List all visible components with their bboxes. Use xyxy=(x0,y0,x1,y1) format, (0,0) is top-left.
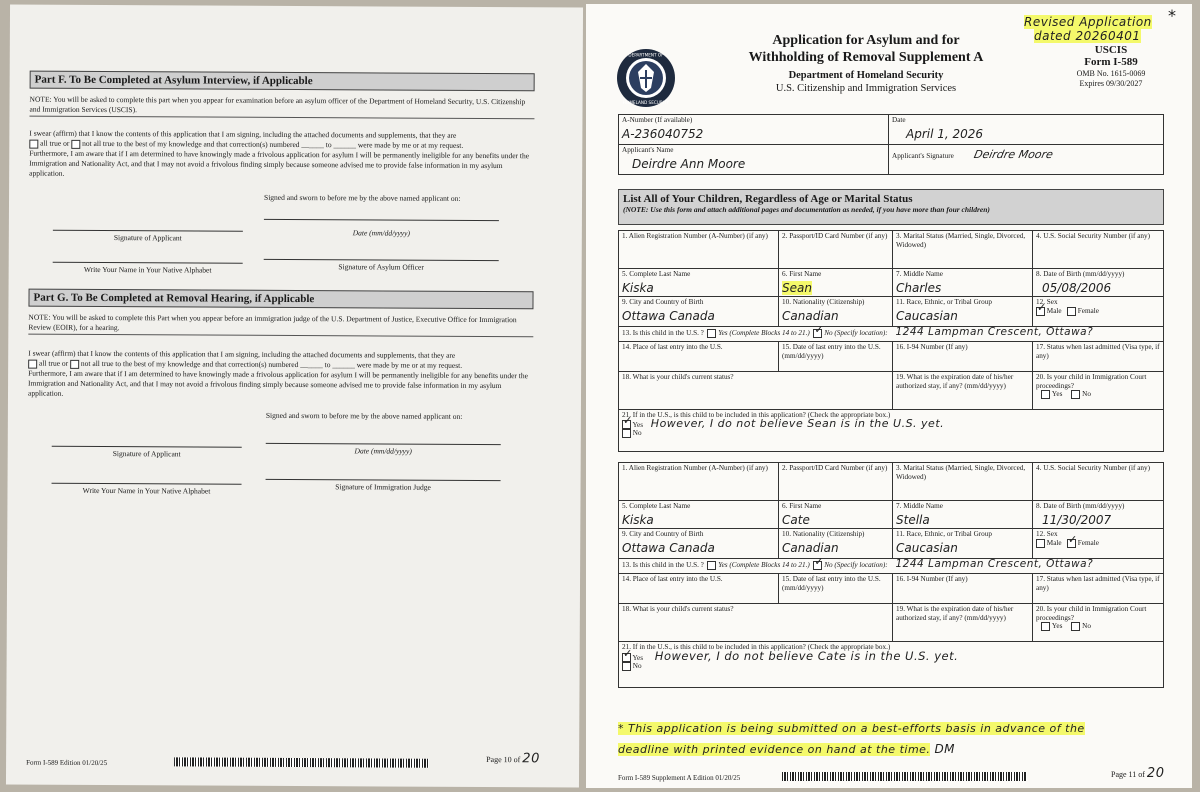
child-a-number-field[interactable]: 1. Alien Registration Number (A-Number) (if any) xyxy=(619,463,779,501)
applicant-signature-field[interactable]: Applicant's Signature Deirdre Moore xyxy=(889,145,1164,175)
child-birthplace-field[interactable]: 9. City and Country of Birth Ottawa Canada xyxy=(619,297,779,327)
sex-male-checkbox[interactable] xyxy=(1036,307,1045,316)
child-current-status-field[interactable]: 18. What is your child's current status? xyxy=(619,372,893,410)
footer-form-edition: Form I-589 Edition 01/20/25 xyxy=(26,758,108,768)
in-us-no-checkbox[interactable] xyxy=(813,329,822,338)
part-f-signed-text: Signed and sworn to before me by the above named applicant on: xyxy=(264,192,461,203)
initials: DM xyxy=(934,742,956,756)
child-nationality-field[interactable]: 10. Nationality (Citizenship) Canadian xyxy=(779,297,893,327)
form-ids: USCIS Form I-589 OMB No. 1615-0069 Expires 09/30/2027 xyxy=(1076,44,1146,88)
part-g-signature-judge-line[interactable]: Signature of Immigration Judge xyxy=(266,479,501,492)
child-marital-status-field[interactable]: 3. Marital Status (Married, Single, Divorced, Widowed) xyxy=(893,231,1033,269)
footer-page-number: Page 10 of 20 xyxy=(486,751,540,767)
child-dob-field[interactable]: 8. Date of Birth (mm/dd/yyyy) 11/30/2007 xyxy=(1033,501,1164,529)
in-us-no-checkbox[interactable] xyxy=(813,561,822,570)
sex-female-checkbox[interactable] xyxy=(1067,539,1076,548)
barcode xyxy=(782,772,1027,781)
part-g-signature-applicant-line[interactable]: Signature of Applicant xyxy=(52,446,242,459)
applicant-name-field[interactable]: Applicant's Name Deirdre Ann Moore xyxy=(619,145,889,175)
sex-female-checkbox[interactable] xyxy=(1067,307,1076,316)
child-status-admitted-field[interactable]: 17. Status when last admitted (Visa type, if any) xyxy=(1033,342,1164,372)
date-field[interactable]: Date April 1, 2026 xyxy=(889,115,1164,145)
child-race-field[interactable]: 11. Race, Ethnic, or Tribal Group Caucasian xyxy=(893,297,1033,327)
footer-form-edition: Form I-589 Supplement A Edition 01/20/25 xyxy=(618,774,741,782)
child-date-of-entry-field[interactable]: 15. Date of last entry into the U.S. (mm/dd/yyyy) xyxy=(779,342,893,372)
part-g-swear: I swear (affirm) that I know the contents of this application that I am signing, including the attached documents and supplements, that they are all true or not all true to the best of my knowledge and that correction(s) numbered ______ to ______ were made by me or at my request. Furthermore, I am aware that if I am determined to have knowingly made a frivolous application for asylum I will be permanently ineligible for any benefits under the Immigration and Nationality Act, and that I may not avoid a frivolous finding simply because someone advised me to provide false information in my asylum application. xyxy=(27,348,528,398)
child-include-field[interactable]: 21. If in the U.S., is this child to be included in this application? (Check the appropriate box.) ✓ Yes However, I do not believe Sean is in the U.S. yet. No xyxy=(619,410,1164,452)
child-last-name-field[interactable]: 5. Complete Last Name Kiska xyxy=(619,269,779,297)
part-f-swear: I swear (affirm) that I know the contents of this application that I am signing, including the attached documents and supplements, that they are all true or not all true to the best of my knowledge and that correction(s) numbered ______ to ______ were made by me or at my request. Furthermore, I am aware that if I am determined to have knowingly made a frivolous application for asylum I will be permanently ineligible for any benefits under the Immigration and Nationality Act, and that I may not avoid a frivolous finding simply because someone advised me to provide false information in my asylum application. xyxy=(29,128,530,178)
child-court-proceedings-field[interactable]: 20. Is your child in Immigration Court proceedings? Yes No xyxy=(1033,604,1164,642)
part-g-native-name-line[interactable]: Write Your Name in Your Native Alphabet xyxy=(51,483,241,496)
sex-male-checkbox[interactable] xyxy=(1036,539,1045,548)
part-f-signature-applicant-line[interactable]: Signature of Applicant xyxy=(53,230,243,243)
part-f-note: NOTE: You will be asked to complete this part when you appear for examination before an asylum officer of the Department of Homeland Security, U.S. Citizenship and Immigration Services (USCIS). xyxy=(29,94,526,115)
child-status-admitted-field[interactable]: 17. Status when last admitted (Visa type, if any) xyxy=(1033,574,1164,604)
child-court-proceedings-field[interactable]: 20. Is your child in Immigration Court proceedings? Yes No xyxy=(1033,372,1164,410)
not-all-true-checkbox[interactable] xyxy=(71,140,80,149)
child-in-us-field[interactable]: 13. Is this child in the U.S. ? Yes (Complete Blocks 14 to 21.) ✓ No (Specify location): 1244 Lampman Crescent, Ottawa? xyxy=(619,559,1164,574)
child-first-name-field[interactable]: 6. First Name Sean xyxy=(779,269,893,297)
svg-text:DEPARTMENT OF: DEPARTMENT OF xyxy=(628,52,664,58)
revised-application-note: Revised Application dated 20260401 xyxy=(1024,15,1152,43)
part-g-date-line[interactable]: Date (mm/dd/yyyy) xyxy=(266,443,501,456)
child-a-number-field[interactable]: 1. Alien Registration Number (A-Number) (if any) xyxy=(619,231,779,269)
svg-text:HOMELAND SECURITY: HOMELAND SECURITY xyxy=(622,100,670,105)
part-f-signature-officer-line[interactable]: Signature of Asylum Officer xyxy=(264,259,499,272)
court-no-checkbox[interactable] xyxy=(1071,390,1080,399)
child-i94-field[interactable]: 16. I-94 Number (If any) xyxy=(893,574,1033,604)
include-no-checkbox[interactable] xyxy=(622,662,631,671)
child-ssn-field[interactable]: 4. U.S. Social Security Number (if any) xyxy=(1033,463,1164,501)
child-place-of-entry-field[interactable]: 14. Place of last entry into the U.S. xyxy=(619,342,779,372)
footer-page-number: Page 11 of 20 xyxy=(1111,766,1165,781)
in-us-yes-checkbox[interactable] xyxy=(707,561,716,570)
child-race-field[interactable]: 11. Race, Ethnic, or Tribal Group Caucasian xyxy=(893,529,1033,559)
child-in-us-field[interactable]: 13. Is this child in the U.S. ? Yes (Complete Blocks 14 to 21.) ✓ No (Specify location): 1244 Lampman Crescent, Ottawa? xyxy=(619,327,1164,342)
child-current-status-field[interactable]: 18. What is your child's current status? xyxy=(619,604,893,642)
child-sex-field[interactable]: 12. Sex Male ✓ Female xyxy=(1033,529,1164,559)
child-include-field[interactable]: 21. If in the U.S., is this child to be included in this application? (Check the appropriate box.) ✓ Yes However, I do not believe Cate is in the U.S. yet. No xyxy=(619,642,1164,688)
include-no-checkbox[interactable] xyxy=(622,429,631,438)
page-11 xyxy=(586,4,1192,788)
child-middle-name-field[interactable]: 7. Middle Name Stella xyxy=(893,501,1033,529)
applicant-info-table xyxy=(618,114,1164,175)
child-ssn-field[interactable]: 4. U.S. Social Security Number (if any) xyxy=(1033,231,1164,269)
part-g-signed-text: Signed and sworn to before me by the above named applicant on: xyxy=(265,410,463,421)
child-nationality-field[interactable]: 10. Nationality (Citizenship) Canadian xyxy=(779,529,893,559)
child-marital-status-field[interactable]: 3. Marital Status (Married, Single, Divorced, Widowed) xyxy=(893,463,1033,501)
all-true-checkbox[interactable] xyxy=(28,359,37,368)
court-yes-checkbox[interactable] xyxy=(1041,622,1050,631)
child-stay-expiration-field[interactable]: 19. What is the expiration date of his/her authorized stay, if any? (mm/dd/yyyy) xyxy=(893,372,1033,410)
child-stay-expiration-field[interactable]: 19. What is the expiration date of his/her authorized stay, if any? (mm/dd/yyyy) xyxy=(893,604,1033,642)
child-i94-field[interactable]: 16. I-94 Number (If any) xyxy=(893,342,1033,372)
court-yes-checkbox[interactable] xyxy=(1041,390,1050,399)
part-f-heading: Part F. To Be Completed at Asylum Interview, if Applicable xyxy=(30,71,535,92)
best-efforts-note: * This application is being submitted on a best-efforts basis in advance of the deadline with printed evidence on hand at the time. DM xyxy=(618,722,1085,756)
page-10 xyxy=(6,5,583,788)
asterisk-mark: * xyxy=(1168,6,1176,25)
child-birthplace-field[interactable]: 9. City and Country of Birth Ottawa Canada xyxy=(619,529,779,559)
department-name: Department of Homeland Security xyxy=(788,70,944,81)
court-no-checkbox[interactable] xyxy=(1071,622,1080,631)
dhs-seal-icon xyxy=(616,48,676,108)
include-yes-checkbox[interactable] xyxy=(622,653,631,662)
child-passport-field[interactable]: 2. Passport/ID Card Number (if any) xyxy=(779,231,893,269)
children-section-heading: List All of Your Children, Regardless of Age or Marital Status (NOTE: Use this form and attach additional pages and documentation as needed, if you have more than four children) xyxy=(618,189,1164,225)
agency-name: U.S. Citizenship and Immigration Services xyxy=(775,83,957,94)
child-1-table xyxy=(618,230,1164,452)
not-all-true-checkbox[interactable] xyxy=(70,360,79,369)
include-yes-checkbox[interactable] xyxy=(622,420,631,429)
a-number-field[interactable]: A-Number (If available) A-236040752 xyxy=(619,115,889,145)
part-f-date-line[interactable]: Date (mm/dd/yyyy) xyxy=(352,228,411,238)
form-title: Application for Asylum and for Withholding of Removal Supplement A xyxy=(748,33,984,65)
child-passport-field[interactable]: 2. Passport/ID Card Number (if any) xyxy=(779,463,893,501)
part-f-native-name-line[interactable]: Write Your Name in Your Native Alphabet xyxy=(53,262,243,275)
child-2-table xyxy=(618,462,1164,688)
child-date-of-entry-field[interactable]: 15. Date of last entry into the U.S. (mm/dd/yyyy) xyxy=(779,574,893,604)
child-first-name-field[interactable]: 6. First Name Cate xyxy=(779,501,893,529)
child-middle-name-field[interactable]: 7. Middle Name Charles xyxy=(893,269,1033,297)
part-g-note: NOTE: You will be asked to complete this Part when you appear before an immigration judge of the U.S. Department of Justice, Executive Office for Immigration Review (EOIR), for a hearing. xyxy=(28,312,517,333)
in-us-yes-checkbox[interactable] xyxy=(707,329,716,338)
barcode xyxy=(174,757,429,767)
all-true-checkbox[interactable] xyxy=(29,139,38,148)
child-dob-field[interactable]: 8. Date of Birth (mm/dd/yyyy) 05/08/2006 xyxy=(1033,269,1164,297)
child-sex-field[interactable]: 12. Sex ✓ Male Female xyxy=(1033,297,1164,327)
part-g-heading: Part G. To Be Completed at Removal Hearing, if Applicable xyxy=(28,289,533,310)
child-last-name-field[interactable]: 5. Complete Last Name Kiska xyxy=(619,501,779,529)
child-place-of-entry-field[interactable]: 14. Place of last entry into the U.S. xyxy=(619,574,779,604)
